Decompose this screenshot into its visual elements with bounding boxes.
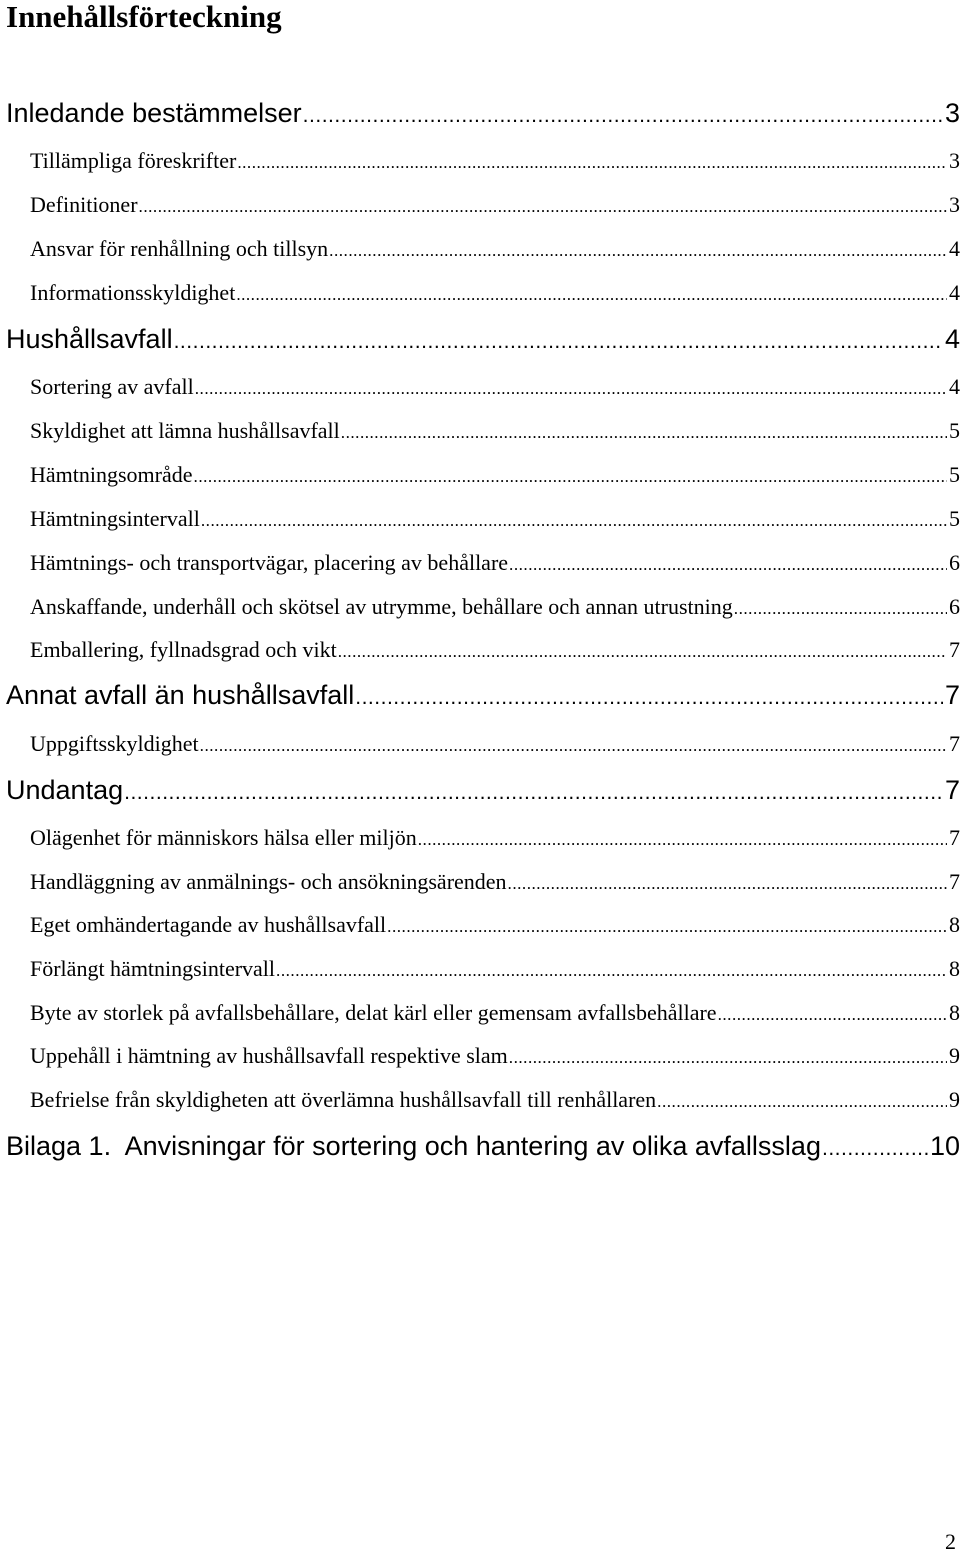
toc-entry-page: 5 [949,418,960,443]
dot-leader [718,997,947,1031]
dot-leader [276,953,947,987]
toc-entry-page: 4 [949,280,960,305]
toc-entry-page: 6 [949,550,960,575]
toc-entry-text: Uppehåll i hämtning av hushållsavfall respektive slam [30,1043,508,1068]
dot-leader [236,277,947,311]
toc-entry-befrielse[interactable] [30,1082,960,1118]
toc-entry-page: 7 [949,869,960,894]
dot-leader [201,503,947,537]
dot-leader [329,233,947,267]
dot-leader [657,1084,947,1118]
dot-leader [303,98,943,131]
toc-entry-annat-avfall[interactable] [6,677,960,713]
toc-entry-text: Informationsskyldighet [30,280,236,305]
dot-leader [509,547,947,581]
toc-entry-text: Handläggning av anmälnings- och ansökningsärenden [30,869,507,894]
toc-entry-hamtningsintervall[interactable] [30,501,960,537]
toc-entry-eget-omhandertagande[interactable] [30,907,960,943]
toc-entry-olagenhet[interactable] [30,820,960,856]
toc-entry-text: Inledande bestämmelser [6,98,302,128]
toc-entry-handlaggning[interactable] [30,864,960,900]
toc-entry-page: 5 [949,506,960,531]
toc-entry-page: 3 [949,148,960,173]
dot-leader [194,459,947,493]
dot-leader [509,1040,947,1074]
toc-entry-definitioner[interactable] [30,187,960,223]
toc-entry-text: Hushållsavfall [6,324,173,354]
toc-entry-page: 10 [929,1131,960,1161]
toc-entry-hushallsavfall[interactable] [6,321,960,357]
dot-leader [341,415,947,449]
toc-entry-page: 4 [949,374,960,399]
toc-entry-page: 4 [944,324,960,354]
dot-leader [418,822,947,856]
toc-entry-text: Ansvar för renhållning och tillsyn [30,236,329,261]
toc-entry-page: 9 [949,1043,960,1068]
toc-entry-anskaffande-underhall[interactable] [30,589,960,625]
toc-entry-text: Bilaga 1. Anvisningar för sortering och hantering av olika avfallsslag [6,1131,821,1161]
toc-entry-page: 7 [944,680,960,710]
toc-entry-undantag[interactable] [6,772,960,808]
dot-leader [200,728,947,762]
toc-entry-page: 7 [949,731,960,756]
toc-entry-text: Annat avfall än hushållsavfall [6,680,355,710]
toc-entry-forlangt-hamtningsintervall[interactable] [30,951,960,987]
toc-entry-inledande-bestammelser[interactable] [6,95,960,131]
dot-leader [822,1131,928,1164]
toc-entry-text: Sortering av avfall [30,374,194,399]
toc-entry-byte-av-storlek[interactable] [30,995,960,1031]
toc-entry-text: Tillämpliga föreskrifter [30,148,237,173]
dot-leader [338,634,947,668]
page-title: Innehållsförteckning [6,0,282,34]
toc-entry-tillampliga-foreskrifter[interactable] [30,143,960,179]
toc-entry-text: Hämtnings- och transportvägar, placering av behållare [30,550,509,575]
toc-entry-page: 8 [949,912,960,937]
toc-entry-page: 8 [949,1000,960,1025]
toc-entry-text: Förlängt hämtningsintervall [30,956,276,981]
toc-entry-page: 4 [949,236,960,261]
toc-entry-sortering-av-avfall[interactable] [30,369,960,405]
dot-leader [355,680,943,713]
dot-leader [174,324,943,357]
toc-entry-page: 8 [949,956,960,981]
dot-leader [508,866,947,900]
toc-entry-page: 3 [944,98,960,128]
toc-entry-informationsskyldighet[interactable] [30,275,960,311]
toc-entry-page: 7 [949,637,960,662]
toc-entry-text: Anskaffande, underhåll och skötsel av utrymme, behållare och annan utrustning [30,594,733,619]
toc-entry-uppgiftsskyldighet[interactable] [30,726,960,762]
toc-entry-text: Undantag [6,775,124,805]
toc-entry-text: Byte av storlek på avfallsbehållare, delat kärl eller gemensam avfallsbehållare [30,1000,717,1025]
toc-entry-text: Befrielse från skyldigheten att överlämna hushållsavfall till renhållaren [30,1087,657,1112]
toc-entry-uppehall-i-hamtning[interactable] [30,1038,960,1074]
toc-entry-text: Definitioner [30,192,138,217]
toc-entry-bilaga-1[interactable] [6,1128,960,1164]
toc-entry-ansvar-for-renhallning[interactable] [30,231,960,267]
toc-entry-text: Hämtningsintervall [30,506,200,531]
toc-entry-page: 3 [949,192,960,217]
toc-entry-text: Olägenhet för människors hälsa eller miljön [30,825,417,850]
dot-leader [387,909,947,943]
toc-entry-text: Hämtningsområde [30,462,193,487]
dot-leader [237,145,947,179]
page-number: 2 [945,1529,956,1554]
toc-entry-hamtnings-och-transportvagar[interactable] [30,545,960,581]
toc-entry-text: Eget omhändertagande av hushållsavfall [30,912,387,937]
toc-entry-page: 7 [944,775,960,805]
toc-entry-page: 6 [949,594,960,619]
toc-entry-text: Skyldighet att lämna hushållsavfall [30,418,340,443]
dot-leader [124,775,943,808]
dot-leader [195,371,947,405]
toc-entry-skyldighet-att-lamna[interactable] [30,413,960,449]
toc-entry-page: 9 [949,1087,960,1112]
dot-leader [734,591,947,625]
toc-entry-page: 5 [949,462,960,487]
toc-entry-text: Uppgiftsskyldighet [30,731,199,756]
toc-entry-hamtningsomrade[interactable] [30,457,960,493]
toc-entry-emballering[interactable] [30,632,960,668]
toc-entry-text: Emballering, fyllnadsgrad och vikt [30,637,337,662]
toc-entry-page: 7 [949,825,960,850]
dot-leader [139,189,947,223]
